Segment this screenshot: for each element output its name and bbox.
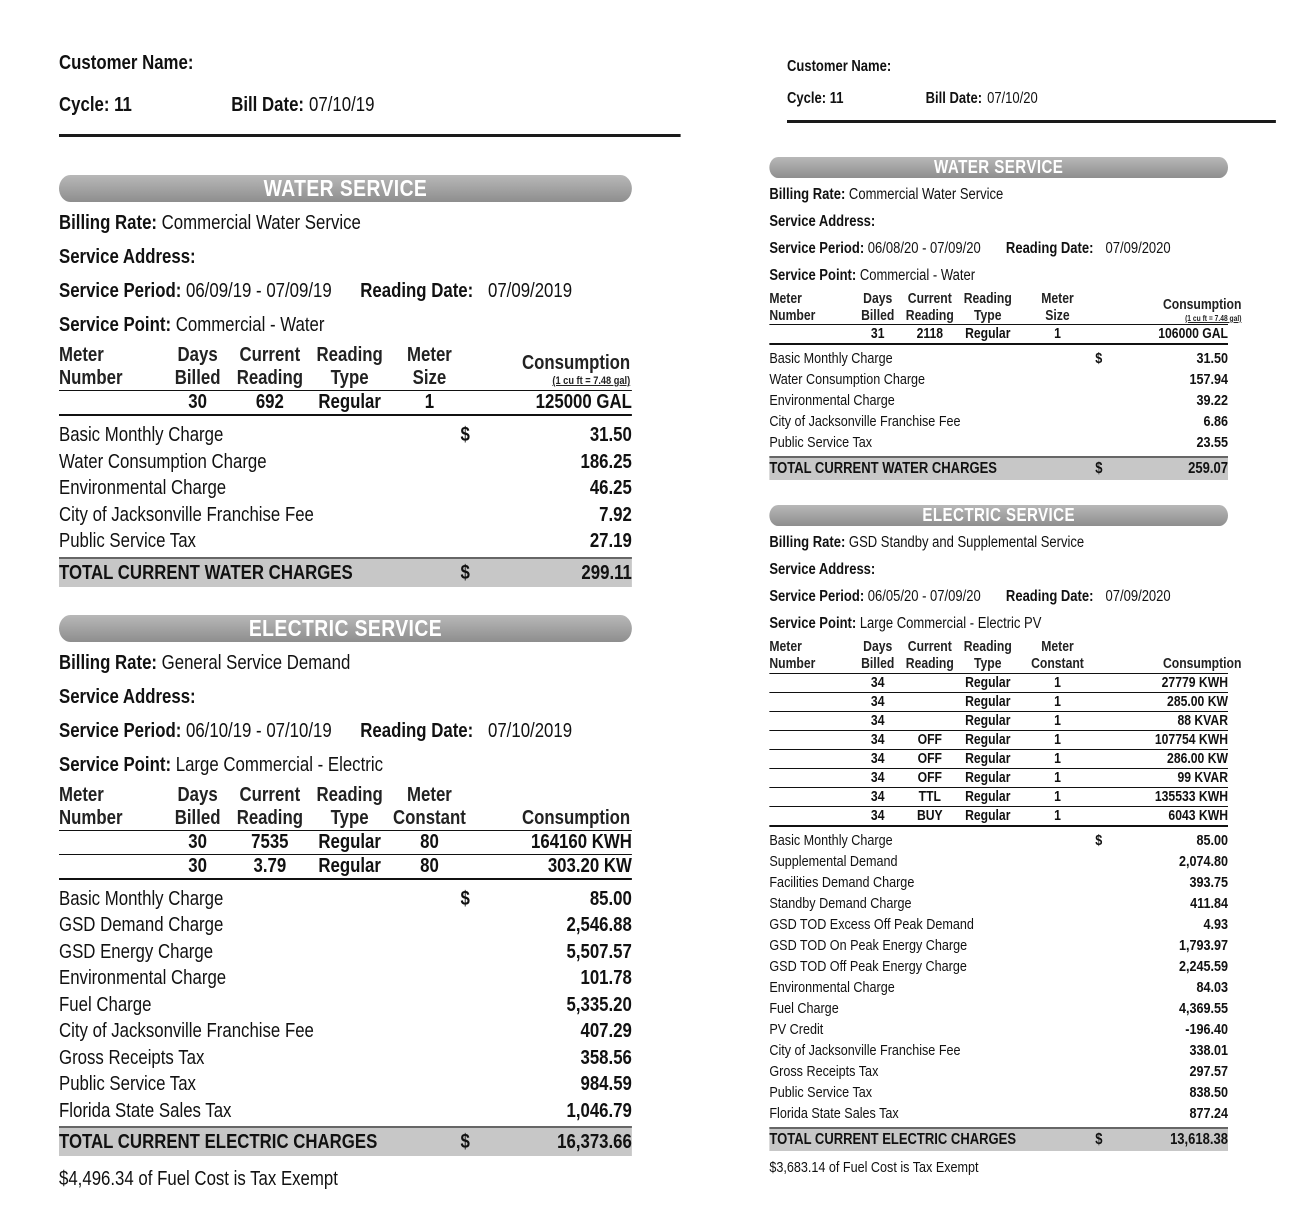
meter-row: 34 OFF Regular 1 286.00 KW [769, 750, 1228, 769]
charge-row: City of Jacksonville Franchise Fee 338.01 [769, 1042, 1228, 1060]
charge-row: Basic Monthly Charge $ 85.00 [59, 887, 632, 910]
header-rule [787, 120, 1276, 123]
header-rule [59, 134, 681, 137]
electric-total: TOTAL CURRENT ELECTRIC CHARGES $ 13,618.38 [769, 1127, 1228, 1151]
service-period: Service Period: 06/05/20 - 07/09/20 Reading Date: 07/09/2020 [769, 588, 1171, 606]
meter-row: 30 7535 Regular 80 164160 KWH [59, 831, 632, 855]
charge-row: Florida State Sales Tax 1,046.79 [59, 1099, 632, 1122]
charge-row: Fuel Charge 5,335.20 [59, 993, 632, 1016]
meter-rows [59, 830, 632, 880]
bill-2019 [59, 52, 630, 1191]
charge-row: Standby Demand Charge 411.84 [769, 895, 1228, 913]
billing-rate: Billing Rate: GSD Standby and Supplemental Service [769, 534, 1085, 552]
customer-name-label: Customer Name: [787, 58, 892, 75]
fuel-tax-exempt-note: $3,683.14 of Fuel Cost is Tax Exempt [769, 1159, 979, 1177]
charge-row: City of Jacksonville Franchise Fee 7.92 [59, 503, 632, 526]
electric-service-header: ELECTRIC SERVICE [769, 505, 1228, 526]
charge-row: City of Jacksonville Franchise Fee 407.29 [59, 1020, 632, 1042]
billing-rate: Billing Rate: Commercial Water Service [769, 186, 1004, 203]
service-point: Service Point: Commercial - Water [59, 314, 325, 336]
electric-section [59, 615, 630, 1192]
charge-row: Florida State Sales Tax 877.24 [769, 1105, 1228, 1123]
service-address: Service Address: [59, 685, 196, 708]
bill-date-label: Bill Date: [231, 94, 305, 116]
meter-row: 34 Regular 1 88 KVAR [769, 712, 1228, 731]
customer-name-label: Customer Name: [59, 52, 194, 74]
meter-rows [769, 324, 1228, 345]
meter-row: 34 Regular 1 27779 KWH [769, 674, 1228, 693]
cycle-value: 11 [114, 94, 132, 116]
charge-row: GSD TOD Off Peak Energy Charge 2,245.59 [769, 958, 1228, 976]
charge-row: Facilities Demand Charge 393.75 [769, 874, 1228, 892]
service-address: Service Address: [59, 246, 196, 268]
meter-row: 34 Regular 1 285.00 KW [769, 693, 1228, 712]
charge-row: Environmental Charge 39.22 [769, 392, 1228, 410]
charge-row: Environmental Charge 46.25 [59, 477, 632, 499]
water-service-header: WATER SERVICE [59, 175, 632, 202]
water-total: TOTAL CURRENT WATER CHARGES $ 259.07 [769, 456, 1228, 480]
charge-row: City of Jacksonville Franchise Fee 6.86 [769, 413, 1228, 431]
meter-row: 34 TTL Regular 1 135533 KWH [769, 788, 1228, 807]
meter-table-header: Meter Number Days Billed Current Reading Reading Type Meter Constant Consumption [59, 783, 631, 829]
billing-rate: Billing Rate: General Service Demand [59, 651, 351, 674]
charge-row: Supplemental Demand 2,074.80 [769, 853, 1228, 871]
charge-row: Gross Receipts Tax 358.56 [59, 1046, 632, 1069]
meter-table-header: Meter Number Days Billed Current Reading Reading Type Meter Size Consumption (1 cu ft = 7.48 gal) [59, 344, 631, 389]
charge-row: Basic Monthly Charge $ 31.50 [769, 350, 1228, 368]
electric-charges [59, 886, 632, 1125]
electric-service-header: ELECTRIC SERVICE [59, 615, 632, 642]
charge-row: Public Service Tax 984.59 [59, 1073, 632, 1095]
charge-row: Public Service Tax 23.55 [769, 434, 1228, 452]
service-period: Service Period: 06/10/19 - 07/10/19 Reading Date: 07/10/2019 [59, 719, 573, 742]
charge-row: PV Credit -196.40 [769, 1021, 1228, 1039]
bill-date-value: 07/10/19 [309, 94, 375, 116]
charge-row: GSD TOD On Peak Energy Charge 1,793.97 [769, 937, 1228, 955]
water-charges [769, 349, 1228, 454]
meter-row: 34 BUY Regular 1 6043 KWH [769, 807, 1228, 827]
meter-row: 34 OFF Regular 1 99 KVAR [769, 769, 1228, 788]
service-period: Service Period: 06/09/19 - 07/09/19 Reading Date: 07/09/2019 [59, 280, 573, 302]
charge-row: Fuel Charge 4,369.55 [769, 1000, 1228, 1018]
service-period: Service Period: 06/08/20 - 07/09/20 Reading Date: 07/09/2020 [769, 240, 1171, 257]
billing-rate: Billing Rate: Commercial Water Service [59, 212, 361, 234]
water-total: TOTAL CURRENT WATER CHARGES $ 299.11 [59, 557, 632, 587]
charge-row: Basic Monthly Charge $ 85.00 [769, 832, 1228, 850]
meter-table-header: Meter Number Days Billed Current Reading Reading Type Meter Size Consumption (1 cu ft = 7.48 gal) [769, 291, 1242, 324]
charge-row: Basic Monthly Charge $ 31.50 [59, 424, 632, 446]
charge-row: Gross Receipts Tax 297.57 [769, 1063, 1228, 1081]
service-point: Service Point: Large Commercial - Electric [59, 753, 383, 776]
charge-row: Water Consumption Charge 157.94 [769, 371, 1228, 389]
water-section [59, 175, 630, 587]
charge-row: Public Service Tax 838.50 [769, 1084, 1228, 1102]
service-address: Service Address: [769, 561, 876, 579]
water-charges [59, 422, 632, 555]
charge-row: Public Service Tax 27.19 [59, 530, 632, 552]
electric-section [769, 505, 1241, 1176]
fuel-tax-exempt-note: $4,496.34 of Fuel Cost is Tax Exempt [59, 1168, 338, 1190]
cycle-line [59, 94, 630, 128]
cycle-label: Cycle: [59, 94, 110, 116]
charge-row: GSD Energy Charge 5,507.57 [59, 940, 632, 963]
charge-row: Water Consumption Charge 186.25 [59, 450, 632, 473]
water-section [769, 157, 1241, 480]
meter-table-header: Meter Number Days Billed Current Reading Reading Type Meter Constant Consumption [769, 639, 1242, 673]
charge-row: Environmental Charge 84.03 [769, 979, 1228, 997]
water-service-header: WATER SERVICE [769, 157, 1228, 178]
cycle-line: Cycle: 11 Bill Date: 07/10/20 [787, 90, 1038, 107]
electric-total: TOTAL CURRENT ELECTRIC CHARGES $ 16,373.66 [59, 1126, 632, 1156]
service-point: Service Point: Commercial - Water [769, 267, 976, 284]
meter-row: 31 2118 Regular 1 106000 GAL [769, 325, 1228, 345]
service-address: Service Address: [769, 213, 876, 230]
charge-row: GSD Demand Charge 2,546.88 [59, 914, 632, 936]
meter-rows [769, 673, 1228, 827]
meter-row: 30 692 Regular 1 125000 GAL [59, 391, 632, 416]
charge-row: GSD TOD Excess Off Peak Demand 4.93 [769, 916, 1228, 934]
service-point: Service Point: Large Commercial - Electric PV [769, 615, 1042, 633]
meter-row: 34 OFF Regular 1 107754 KWH [769, 731, 1228, 750]
bill-2020 [769, 58, 1259, 1177]
charge-row: Environmental Charge 101.78 [59, 967, 632, 989]
meter-row: 30 3.79 Regular 80 303.20 KW [59, 855, 632, 880]
meter-rows [59, 390, 632, 416]
electric-charges [769, 831, 1228, 1125]
